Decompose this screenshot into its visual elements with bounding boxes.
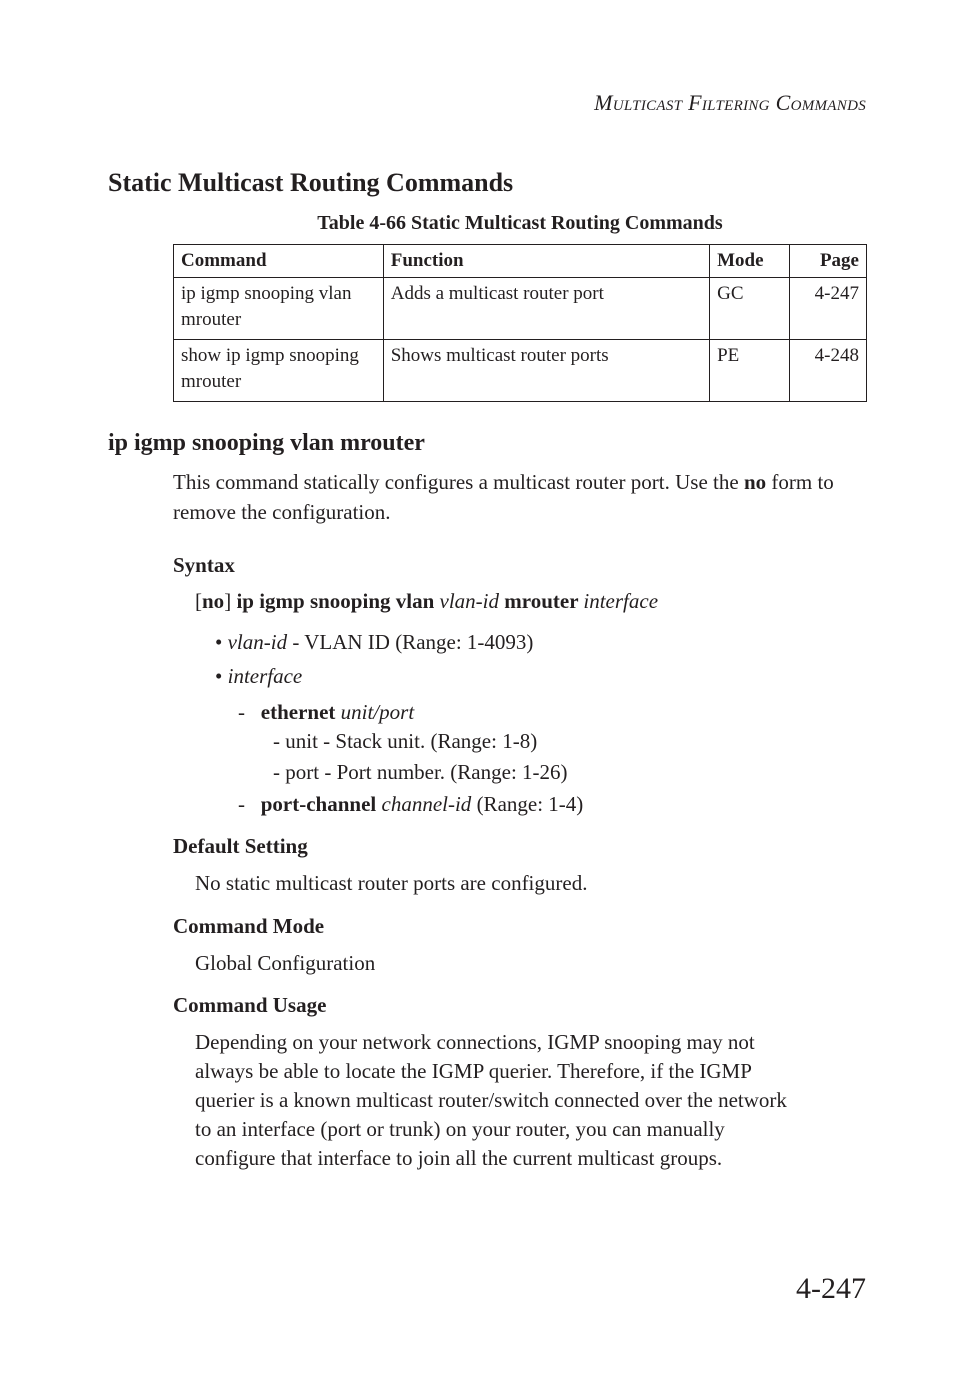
syntax-heading: Syntax xyxy=(173,553,235,577)
ethernet-keyword: ethernet xyxy=(260,700,336,724)
column-header-command: Command xyxy=(174,245,384,278)
table-cell-function: Adds a multicast router port xyxy=(383,278,709,340)
ethernet-option xyxy=(238,698,414,727)
command-description xyxy=(173,467,853,527)
syntax-command: ip igmp snooping vlan xyxy=(236,589,440,613)
table-cell-mode: PE xyxy=(710,340,790,402)
option-dash: - xyxy=(238,792,245,816)
command-heading: ip igmp snooping vlan mrouter xyxy=(108,430,425,456)
table-cell-command: ip igmp snooping vlan mrouter xyxy=(174,278,384,340)
syntax-line xyxy=(195,587,658,616)
table-cell-function: Shows multicast router ports xyxy=(383,340,709,402)
bullet-param: interface xyxy=(227,664,303,688)
column-header-page: Page xyxy=(790,245,867,278)
command-usage-line: configure that interface to join all the current multicast groups. xyxy=(195,1146,723,1170)
command-usage-line: to an interface (port or trunk) on your router, you can manually xyxy=(195,1117,725,1141)
section-title: Static Multicast Routing Commands xyxy=(108,168,514,197)
table-header-row xyxy=(174,245,867,278)
table-cell-command: show ip igmp snooping mrouter xyxy=(174,340,384,402)
page-number: 4-247 xyxy=(796,1272,866,1305)
port-channel-option xyxy=(238,790,583,819)
syntax-bullet: • vlan-id - VLAN ID (Range: 1-4093) xyxy=(215,630,534,654)
table-row xyxy=(174,340,867,402)
syntax-interface-param: interface xyxy=(583,589,659,613)
ethernet-sub-item: - port - Port number. (Range: 1-26) xyxy=(273,760,568,784)
table-cell-page: 4-247 xyxy=(790,278,867,340)
table-cell-page: 4-248 xyxy=(790,340,867,402)
command-mode-text: Global Configuration xyxy=(195,951,376,975)
description-keyword: no xyxy=(743,470,767,494)
bullet-text: - VLAN ID (Range: 1-4093) xyxy=(287,630,534,654)
default-setting-heading: Default Setting xyxy=(173,834,308,858)
description-text: This command statically configures a multicast router port. Use the xyxy=(173,470,744,494)
bullet-param: vlan-id xyxy=(227,630,288,654)
command-usage-heading: Command Usage xyxy=(173,993,327,1017)
commands-table xyxy=(173,244,867,402)
command-usage-line: querier is a known multicast router/switch connected over the network xyxy=(195,1088,787,1112)
description-text-end: form to remove the configuration. xyxy=(173,470,834,524)
table-row xyxy=(174,278,867,340)
table-cell-mode: GC xyxy=(710,278,790,340)
column-header-mode: Mode xyxy=(710,245,790,278)
syntax-mrouter-keyword: mrouter xyxy=(499,589,584,613)
table-caption: Table 4-66 Static Multicast Routing Commands xyxy=(317,212,723,234)
syntax-vlan-param: vlan-id xyxy=(439,589,500,613)
syntax-bracket: ] xyxy=(224,589,237,613)
running-header: Multicast Filtering Commands xyxy=(594,90,866,115)
ethernet-param: unit/port xyxy=(340,700,415,724)
port-channel-param: channel-id xyxy=(381,792,472,816)
port-channel-keyword: port-channel xyxy=(260,792,377,816)
port-channel-text: (Range: 1-4) xyxy=(471,792,584,816)
command-usage-line: always be able to locate the IGMP querier. Therefore, if the IGMP xyxy=(195,1059,752,1083)
command-usage-line: Depending on your network connections, IGMP snooping may not xyxy=(195,1030,755,1054)
command-mode-heading: Command Mode xyxy=(173,914,325,938)
syntax-bullet: • interface xyxy=(215,664,303,688)
syntax-bracket: [ xyxy=(195,589,202,613)
ethernet-sub-item: - unit - Stack unit. (Range: 1-8) xyxy=(273,729,538,753)
column-header-function: Function xyxy=(383,245,709,278)
option-dash: - xyxy=(238,700,245,724)
syntax-no-keyword: no xyxy=(202,589,225,613)
default-setting-text: No static multicast router ports are configured. xyxy=(195,871,588,895)
